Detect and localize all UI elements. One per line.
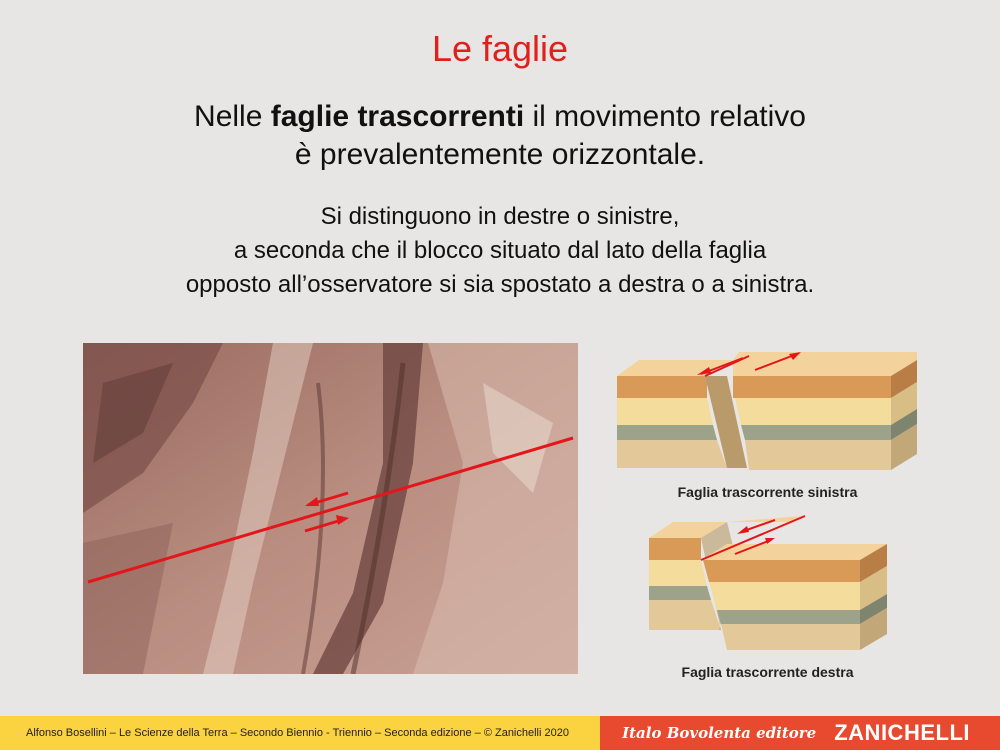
lead-text — [60, 98, 940, 174]
lead-line-2: è prevalentemente orizzontale. — [294, 138, 706, 171]
footer-brand-area — [600, 716, 1000, 750]
body-text — [40, 200, 960, 302]
body-line-3: opposto all’osservatore si sia spostato a destra o a sinistra. — [185, 271, 815, 298]
body-line-1: Si distinguono in destre o sinistre, — [320, 203, 680, 230]
lead-post: il movimento relativo — [524, 100, 806, 133]
left-lateral-diagram — [615, 348, 920, 488]
aerial-photo-image — [83, 343, 578, 674]
brand-logo: ZANICHELLI — [834, 720, 970, 745]
left-lateral-block-diagram — [615, 348, 920, 483]
lead-pre: Nelle — [194, 100, 271, 133]
footer-credit: Alfonso Bosellini – Le Scienze della Terra – Secondo Biennio - Triennio – Seconda edizione – © Zanichelli 2020 — [0, 716, 600, 750]
aerial-fault-photo — [83, 343, 578, 674]
slide-title: Le faglie — [431, 28, 569, 69]
body-line-2: a seconda che il blocco situato dal lato della faglia — [233, 237, 767, 264]
right-lateral-block-diagram — [645, 512, 890, 654]
footer-bar — [0, 716, 1000, 750]
right-lateral-caption: Faglia trascorrente destra — [681, 664, 854, 680]
left-lateral-caption: Faglia trascorrente sinistra — [677, 484, 858, 500]
right-lateral-diagram — [645, 512, 890, 659]
publisher-name: Italo Bovolenta editore — [622, 724, 817, 742]
lead-bold-term: faglie trascorrenti — [270, 100, 525, 133]
